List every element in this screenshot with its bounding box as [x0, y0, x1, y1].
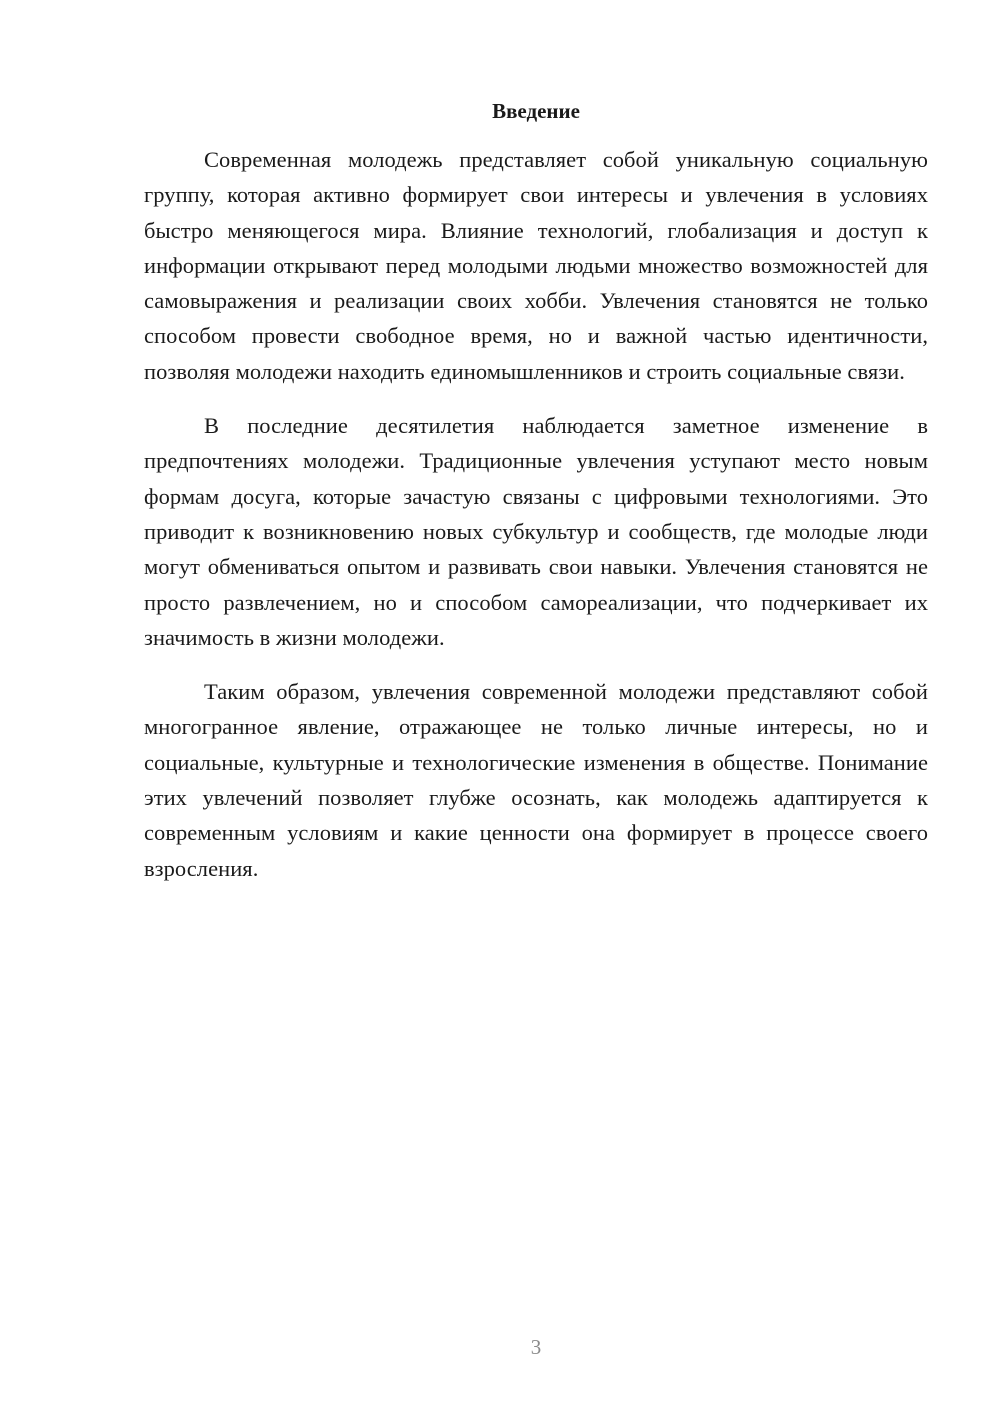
paragraph: Таким образом, увлечения современной молодежи представляют собой многогранное явление, отражающее не только личные интересы, но и социальные, культурные и технологические изменения в обществе. Понимание этих увлечений позволяет глубже осознать, как молодежь адаптируется к современным условиям и какие ценности она формирует в процессе своего взросления.	[144, 679, 928, 881]
section-heading: Введение	[492, 99, 580, 123]
paragraph: В последние десятилетия наблюдается заметное изменение в предпочтениях молодежи. Традиционные увлечения уступают место новым формам досуга, которые зачастую связаны с цифровыми технологиями. Это приводит к возникновению новых субкультур и сообществ, где молодые люди могут обмениваться опытом и развивать свои навыки. Увлечения становятся не просто развлечением, но и способом самореализации, что подчеркивает их значимость в жизни молодежи.	[144, 413, 928, 650]
paragraph: Современная молодежь представляет собой уникальную социальную группу, которая активно формирует свои интересы и увлечения в условиях быстро меняющегося мира. Влияние технологий, глобализация и доступ к информации открывают перед молодыми людьми множество возможностей для самовыражения и реализации своих хобби. Увлечения становятся не только способом провести свободное время, но и важной частью идентичности, позволяя молодежи находить единомышленников и строить социальные связи.	[144, 147, 928, 384]
page-number: 3	[530, 1335, 542, 1359]
body-text	[144, 142, 928, 905]
